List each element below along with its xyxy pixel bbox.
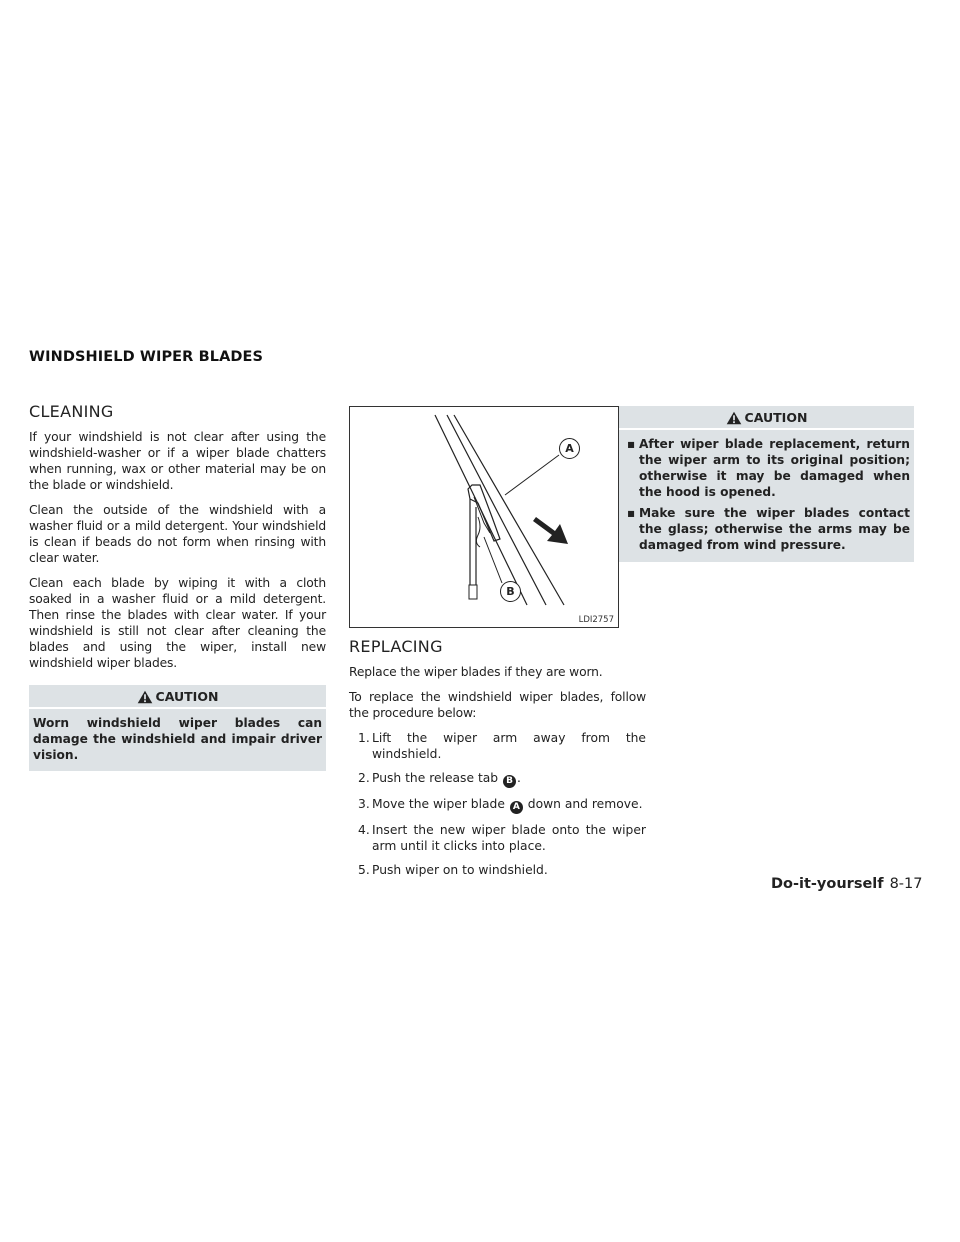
step-item: 3. Move the wiper blade A down and remove. xyxy=(358,797,643,812)
caution-header xyxy=(619,406,914,430)
step-item: 2. Push the release tab B . xyxy=(358,771,521,786)
wiper-illustration xyxy=(349,406,619,628)
marker-a-icon: A xyxy=(510,801,523,814)
page-number: 8-17 xyxy=(889,876,923,892)
caution-header xyxy=(29,685,326,709)
replace-steps-list xyxy=(349,730,646,878)
caution-text xyxy=(619,430,914,562)
caution-label: CAUTION xyxy=(155,689,219,704)
figure-marker-b: B xyxy=(500,581,521,602)
caution-warning-icon xyxy=(726,411,742,425)
replacing-intro: Replace the wiper blades if they are worn. xyxy=(349,665,603,679)
caution-column xyxy=(619,406,914,562)
marker-b-icon: B xyxy=(503,775,516,788)
figure-id: LDI2757 xyxy=(578,615,614,625)
cleaning-column xyxy=(29,402,326,771)
step-item: 4. Insert the new wiper blade onto the wiper arm until it clicks into place. xyxy=(358,823,646,853)
caution-warning-icon xyxy=(137,690,153,704)
chapter-name: Do-it-yourself xyxy=(771,876,884,892)
caution-item: ▪ Make sure the wiper blades contact the glass; otherwise the arms may be damaged from wind pressure. xyxy=(627,506,910,552)
cleaning-paragraph: If your windshield is not clear after using the windshield-washer or if a wiper blade chatters when running, wax or other material may be on the blade or windshield. xyxy=(29,430,326,492)
section-title: WINDSHIELD WIPER BLADES xyxy=(29,349,264,365)
cleaning-paragraph: Clean each blade by wiping it with a cloth soaked in a washer fluid or a mild detergent. Then rinse the blades with clear water. If your windshield is still not clear after cleaning the blades and using the wiper, install new windshield wiper blades. xyxy=(29,576,326,670)
replacing-column xyxy=(349,406,646,886)
caution-item: ▪ After wiper blade replacement, return the wiper arm to its original position; otherwise it may be damaged when the hood is opened. xyxy=(627,437,910,499)
caution-list xyxy=(623,436,910,553)
cleaning-paragraph: Clean the outside of the windshield with a washer fluid or a mild detergent. Your windshield is clean if beads do not form when rinsing with clear water. xyxy=(29,503,326,565)
step-item: 5. Push wiper on to windshield. xyxy=(358,863,548,877)
caution-box xyxy=(29,685,326,771)
page-footer xyxy=(771,876,923,892)
wiper-blade-diagram xyxy=(350,407,618,627)
caution-label: CAUTION xyxy=(744,410,808,425)
cleaning-heading: CLEANING xyxy=(29,402,114,421)
caution-box xyxy=(619,406,914,562)
figure-marker-a: A xyxy=(559,438,580,459)
step-item: 1. Lift the wiper arm away from the windshield. xyxy=(358,731,646,761)
replacing-heading: REPLACING xyxy=(349,637,443,656)
caution-text: Worn windshield wiper blades can damage the windshield and impair driver vision. xyxy=(33,716,322,762)
replacing-intro: To replace the windshield wiper blades, follow the procedure below: xyxy=(349,690,646,720)
